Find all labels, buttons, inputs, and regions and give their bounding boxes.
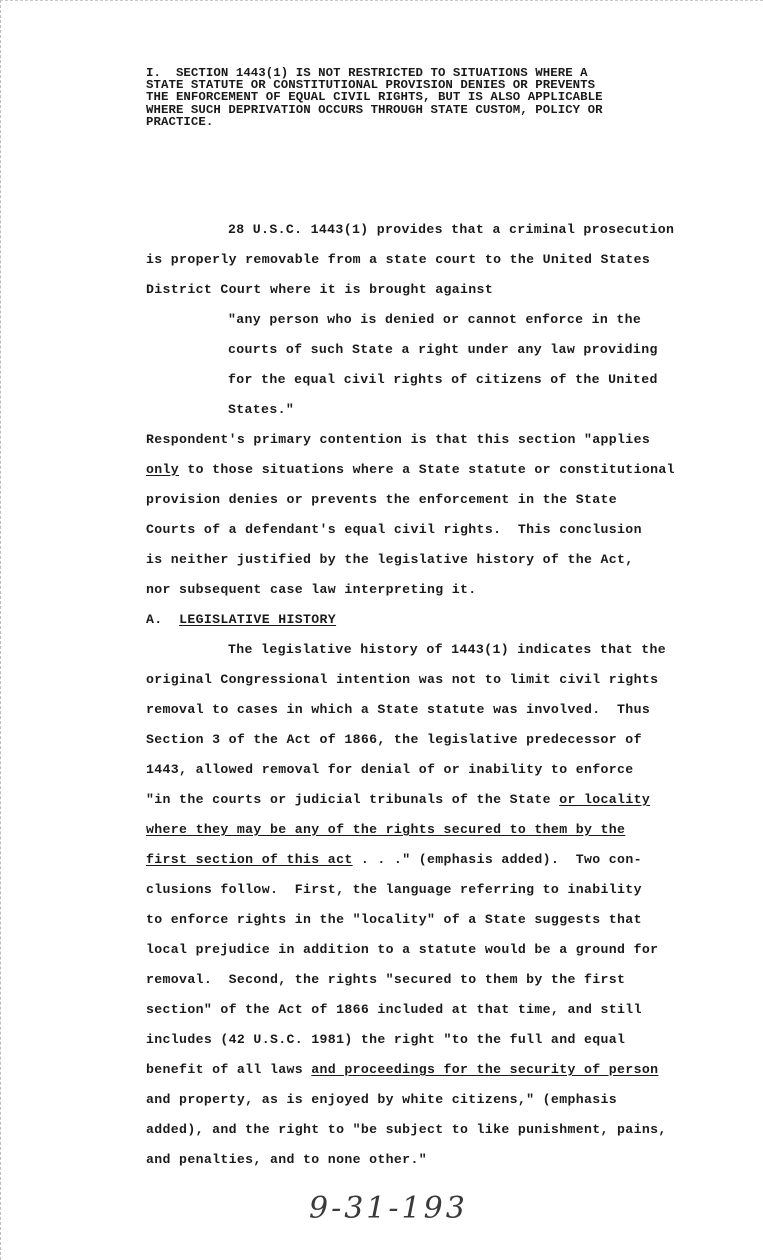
body-line: Section 3 of the Act of 1866, the legislative predecessor of [146,732,642,747]
underlined-phrase: and proceedings for the security of person [311,1062,659,1077]
body-line: is properly removable from a state court to the United States [146,252,651,267]
body-line: includes (42 U.S.C. 1981) the right "to the full and equal [146,1032,626,1047]
quote-line: States." [228,402,295,417]
body-line: section" of the Act of 1866 included at that time, and still [146,1002,642,1017]
body-line: 28 U.S.C. 1443(1) provides that a criminal prosecution [228,222,675,237]
heading-line: WHERE SUCH DEPRIVATION OCCURS THROUGH STATE CUSTOM, POLICY OR [146,102,603,117]
heading-line: THE ENFORCEMENT OF EQUAL CIVIL RIGHTS, BUT IS ALSO APPLICABLE [146,90,603,105]
underlined-phrase: or locality [559,792,651,807]
body-line: is neither justified by the legislative history of the Act, [146,552,634,567]
body-line: 1443, allowed removal for denial of or inability to enforce [146,762,634,777]
subheading-letter: A. [146,612,163,627]
body-line: District Court where it is brought against [146,282,494,297]
heading-line: I. SECTION 1443(1) IS NOT RESTRICTED TO SITUATIONS WHERE A [146,66,588,80]
body-line: provision denies or prevents the enforcement in the State [146,492,618,507]
quote-line: "any person who is denied or cannot enforce in the [228,312,642,327]
heading-line: STATE STATUTE OR CONSTITUTIONAL PROVISION DENIES OR PREVENTS [146,78,596,93]
body-line: The legislative history of 1443(1) indicates that the [228,642,666,657]
quote-line: for the equal civil rights of citizens of the United [228,372,658,387]
heading-line: PRACTICE. [146,114,214,129]
subheading-title: LEGISLATIVE HISTORY [179,612,337,627]
underlined-phrase: first section of this act [146,852,353,867]
body-line: added), and the right to "be subject to like punishment, pains, [146,1122,667,1137]
body-line: benefit of all laws and proceedings for the security of person [146,1062,659,1077]
body-line: "in the courts or judicial tribunals of the State or locality [146,792,651,807]
body-line: removal to cases in which a State statute was involved. Thus [146,702,651,717]
body-line: removal. Second, the rights "secured to them by the first [146,972,626,987]
body-line: only to those situations where a State statute or constitutional [146,462,675,477]
body-line: original Congressional intention was not to limit civil rights [146,672,659,687]
emphasis-word: only [146,462,180,477]
body-line: Respondent's primary contention is that this section "applies [146,432,651,447]
body-line: local prejudice in addition to a statute would be a ground for [146,942,659,957]
underlined-line: where they may be any of the rights secured to them by the [146,822,626,837]
quote-line: courts of such State a right under any law providing [228,342,658,357]
body-line: nor subsequent case law interpreting it. [146,582,477,597]
subheading [146,612,336,628]
body-line: clusions follow. First, the language referring to inability [146,882,642,897]
body-line: to enforce rights in the "locality" of a State suggests that [146,912,642,927]
body-line: first section of this act . . ." (emphasis added). Two con- [146,852,642,867]
section-heading [146,67,726,128]
body-line: and penalties, and to none other." [146,1152,427,1167]
handwritten-page-number: 9-31-193 [309,1191,468,1226]
body-line: Courts of a defendant's equal civil rights. This conclusion [146,522,642,537]
body-line: and property, as is enjoyed by white citizens," (emphasis [146,1092,618,1107]
